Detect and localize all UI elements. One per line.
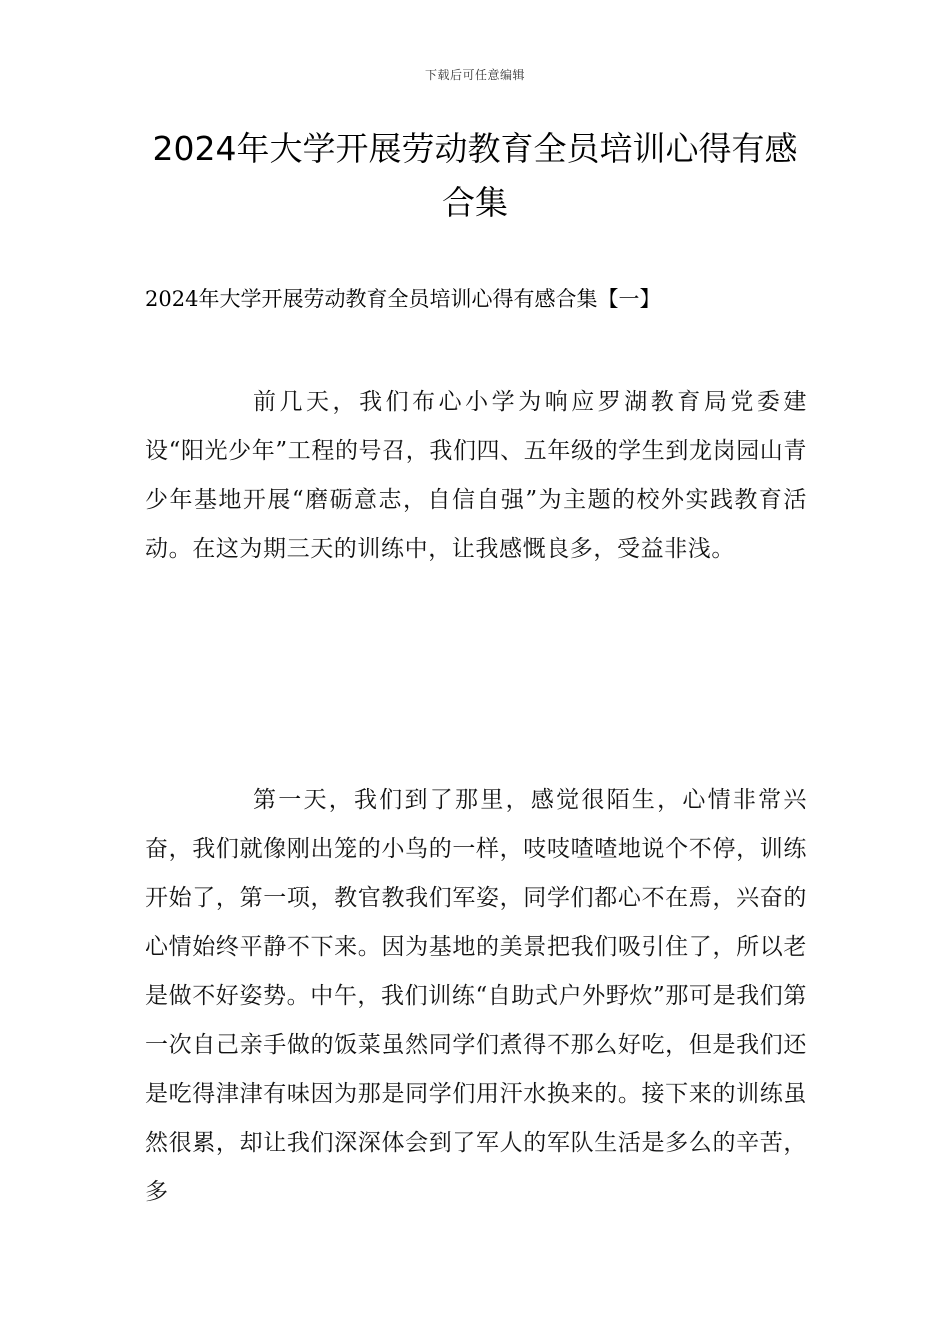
- document-title: 2024年大学开展劳动教育全员培训心得有感合集: [152, 129, 798, 222]
- paragraph: 前几天，我们布心小学为响应罗湖教育局党委建设“阳光少年”工程的号召，我们四、五年级的学生到龙岗园山青少年基地开展“磨砺意志，自信自强”为主题的校外实践教育活动。在这为期三天的训练中，让我感慨良多，受益非浅。: [145, 389, 807, 562]
- section-heading: 2024年大学开展劳动教育全员培训心得有感合集【一】: [145, 287, 661, 311]
- header-note: 下载后可任意编辑: [424, 68, 525, 82]
- paragraph: 第一天，我们到了那里，感觉很陌生，心情非常兴奋，我们就像刚出笼的小鸟的一样，吱吱喳喳地说个不停，训练开始了，第一项，教官教我们军姿，同学们都心不在焉，兴奋的心情始终平静不下来。因为基地的美景把我们吸引住了，所以老是做不好姿势。中午，我们训练“自助式户外野炊”那可是我们第一次自己亲手做的饭菜虽然同学们煮得不那么好吃，但是我们还是吃得津津有味因为那是同学们用汗水换来的。接下来的训练虽然很累，却让我们深深体会到了军人的军队生活是多么的辛苦，多: [145, 787, 807, 1205]
